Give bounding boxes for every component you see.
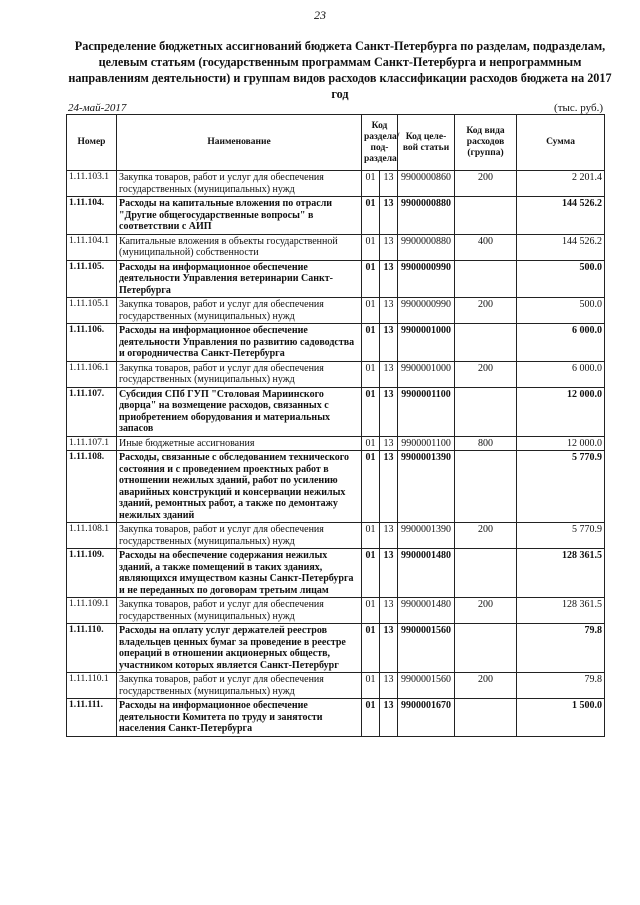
- row-name: Расходы на оплату услуг держателей реестров владельцев ценных бумаг за проведение в реестре операций в отношении акционерных обществ, участником которых является Санкт-Петербург: [117, 624, 362, 673]
- row-name: Расходы на обеспечение содержания нежилых зданий, а также помещений в таких зданиях, являющихся имуществом казны Санкт-Петербурга и не переданных по договорам третьим лицам: [117, 549, 362, 598]
- row-group-code: 200: [455, 361, 517, 387]
- row-article-code: 9900000880: [398, 234, 455, 260]
- row-number: 1.11.110.: [67, 624, 117, 673]
- row-group-code: 200: [455, 673, 517, 699]
- row-number: 1.11.106.1: [67, 361, 117, 387]
- row-subsection-code: 13: [380, 673, 398, 699]
- table-row: [67, 234, 605, 260]
- header-sum: Сумма: [517, 115, 605, 171]
- row-subsection-code: 13: [380, 451, 398, 523]
- row-number: 1.11.105.1: [67, 298, 117, 324]
- table-row: [67, 436, 605, 451]
- row-group-code: [455, 387, 517, 436]
- row-group-code: [455, 451, 517, 523]
- page-number: 23: [314, 8, 326, 22]
- row-sum: 5 770.9: [517, 451, 605, 523]
- row-sum: 12 000.0: [517, 436, 605, 451]
- header-group-code: Код вида расходов (группа): [455, 115, 517, 171]
- document-date: 24-май-2017: [68, 102, 127, 114]
- row-article-code: 9900001560: [398, 673, 455, 699]
- row-article-code: 9900001670: [398, 699, 455, 737]
- table-row: [67, 699, 605, 737]
- row-name: Капитальные вложения в объекты государственной (муниципальной) собственности: [117, 234, 362, 260]
- row-subsection-code: 13: [380, 387, 398, 436]
- row-article-code: 9900000880: [398, 197, 455, 235]
- row-name: Закупка товаров, работ и услуг для обеспечения государственных (муниципальных) нужд: [117, 361, 362, 387]
- row-subsection-code: 13: [380, 598, 398, 624]
- row-section-code: 01: [362, 197, 380, 235]
- row-section-code: 01: [362, 624, 380, 673]
- table-row: [67, 598, 605, 624]
- row-article-code: 9900001480: [398, 549, 455, 598]
- row-sum: 12 000.0: [517, 387, 605, 436]
- row-article-code: 9900001480: [398, 598, 455, 624]
- row-section-code: 01: [362, 260, 380, 298]
- table-row: [67, 171, 605, 197]
- units-label: (тыс. руб.): [554, 102, 603, 114]
- row-sum: 1 500.0: [517, 699, 605, 737]
- table-row: [67, 451, 605, 523]
- row-sum: 6 000.0: [517, 324, 605, 362]
- row-group-code: 400: [455, 234, 517, 260]
- row-group-code: [455, 624, 517, 673]
- row-name: Расходы на информационное обеспечение деятельности Управления по развитию садоводства и огородничества Санкт-Петербурга: [117, 324, 362, 362]
- row-section-code: 01: [362, 387, 380, 436]
- row-number: 1.11.107.1: [67, 436, 117, 451]
- row-name: Закупка товаров, работ и услуг для обеспечения государственных (муниципальных) нужд: [117, 171, 362, 197]
- row-article-code: 9900001390: [398, 523, 455, 549]
- row-article-code: 9900000990: [398, 260, 455, 298]
- document-title: Распределение бюджетных ассигнований бюджета Санкт-Петербурга по разделам, подразделам, целевым статьям (государственным программам Санкт-Петербурга и непрограммным направлениям деятельности) и группам видов расходов классификации расходов бюджета на 2017 год: [68, 39, 612, 101]
- row-group-code: 200: [455, 523, 517, 549]
- header-name: Наименование: [117, 115, 362, 171]
- table-row: [67, 624, 605, 673]
- row-subsection-code: 13: [380, 523, 398, 549]
- row-number: 1.11.104.1: [67, 234, 117, 260]
- row-subsection-code: 13: [380, 298, 398, 324]
- row-number: 1.11.111.: [67, 699, 117, 737]
- table-row: [67, 673, 605, 699]
- row-section-code: 01: [362, 451, 380, 523]
- row-sum: 144 526.2: [517, 234, 605, 260]
- row-sum: 79.8: [517, 673, 605, 699]
- row-name: Закупка товаров, работ и услуг для обеспечения государственных (муниципальных) нужд: [117, 598, 362, 624]
- table-header-row: [67, 115, 605, 171]
- budget-table: [66, 114, 605, 737]
- row-group-code: [455, 699, 517, 737]
- row-number: 1.11.109.1: [67, 598, 117, 624]
- table-row: [67, 361, 605, 387]
- row-group-code: [455, 197, 517, 235]
- row-subsection-code: 13: [380, 624, 398, 673]
- header-article-code: Код целе- вой статьи: [398, 115, 455, 171]
- row-article-code: 9900001100: [398, 387, 455, 436]
- row-name: Расходы на информационное обеспечение деятельности Управления ветеринарии Санкт-Петербурга: [117, 260, 362, 298]
- table-row: [67, 197, 605, 235]
- row-name: Субсидия СПб ГУП "Столовая Мариинского дворца" на возмещение расходов, связанных с приобретением оборудования и материальных запасов: [117, 387, 362, 436]
- row-number: 1.11.108.1: [67, 523, 117, 549]
- row-group-code: 200: [455, 298, 517, 324]
- row-sum: 500.0: [517, 298, 605, 324]
- header-number: Номер: [67, 115, 117, 171]
- row-group-code: 200: [455, 171, 517, 197]
- row-article-code: 9900001000: [398, 324, 455, 362]
- row-name: Иные бюджетные ассигнования: [117, 436, 362, 451]
- header-section-code: Код раздела/ под- раздела: [362, 115, 398, 171]
- row-article-code: 9900000990: [398, 298, 455, 324]
- row-group-code: [455, 260, 517, 298]
- row-subsection-code: 13: [380, 234, 398, 260]
- row-name: Расходы, связанные с обследованием технического состояния и с проведением проектных работ в отношении нежилых зданий, работ по усилению аварийных конструкций и консервации нежилых зданий, ремонтных работ, а также по демонтажу нежилых зданий: [117, 451, 362, 523]
- row-sum: 128 361.5: [517, 598, 605, 624]
- row-group-code: 800: [455, 436, 517, 451]
- row-article-code: 9900001560: [398, 624, 455, 673]
- table-row: [67, 549, 605, 598]
- row-number: 1.11.104.: [67, 197, 117, 235]
- row-sum: 6 000.0: [517, 361, 605, 387]
- row-number: 1.11.110.1: [67, 673, 117, 699]
- table-row: [67, 298, 605, 324]
- row-group-code: [455, 549, 517, 598]
- row-section-code: 01: [362, 673, 380, 699]
- row-article-code: 9900001390: [398, 451, 455, 523]
- row-number: 1.11.105.: [67, 260, 117, 298]
- table-row: [67, 523, 605, 549]
- row-sum: 500.0: [517, 260, 605, 298]
- row-subsection-code: 13: [380, 549, 398, 598]
- row-sum: 128 361.5: [517, 549, 605, 598]
- row-number: 1.11.103.1: [67, 171, 117, 197]
- row-name: Расходы на капитальные вложения по отрасли "Другие общегосударственные вопросы" в соответствии с АИП: [117, 197, 362, 235]
- row-section-code: 01: [362, 234, 380, 260]
- row-section-code: 01: [362, 436, 380, 451]
- row-number: 1.11.106.: [67, 324, 117, 362]
- row-subsection-code: 13: [380, 361, 398, 387]
- row-sum: 5 770.9: [517, 523, 605, 549]
- row-section-code: 01: [362, 699, 380, 737]
- row-sum: 2 201.4: [517, 171, 605, 197]
- row-number: 1.11.107.: [67, 387, 117, 436]
- row-sum: 144 526.2: [517, 197, 605, 235]
- row-article-code: 9900000860: [398, 171, 455, 197]
- row-subsection-code: 13: [380, 197, 398, 235]
- table-row: [67, 387, 605, 436]
- row-name: Закупка товаров, работ и услуг для обеспечения государственных (муниципальных) нужд: [117, 523, 362, 549]
- row-subsection-code: 13: [380, 260, 398, 298]
- row-name: Закупка товаров, работ и услуг для обеспечения государственных (муниципальных) нужд: [117, 298, 362, 324]
- row-number: 1.11.108.: [67, 451, 117, 523]
- row-number: 1.11.109.: [67, 549, 117, 598]
- row-name: Расходы на информационное обеспечение деятельности Комитета по труду и занятости населения Санкт-Петербурга: [117, 699, 362, 737]
- table-row: [67, 324, 605, 362]
- row-group-code: [455, 324, 517, 362]
- row-section-code: 01: [362, 598, 380, 624]
- row-subsection-code: 13: [380, 436, 398, 451]
- row-section-code: 01: [362, 523, 380, 549]
- row-group-code: 200: [455, 598, 517, 624]
- row-section-code: 01: [362, 324, 380, 362]
- row-section-code: 01: [362, 549, 380, 598]
- row-subsection-code: 13: [380, 324, 398, 362]
- row-article-code: 9900001000: [398, 361, 455, 387]
- row-section-code: 01: [362, 361, 380, 387]
- table-row: [67, 260, 605, 298]
- row-sum: 79.8: [517, 624, 605, 673]
- row-subsection-code: 13: [380, 171, 398, 197]
- row-subsection-code: 13: [380, 699, 398, 737]
- row-section-code: 01: [362, 298, 380, 324]
- row-name: Закупка товаров, работ и услуг для обеспечения государственных (муниципальных) нужд: [117, 673, 362, 699]
- row-article-code: 9900001100: [398, 436, 455, 451]
- row-section-code: 01: [362, 171, 380, 197]
